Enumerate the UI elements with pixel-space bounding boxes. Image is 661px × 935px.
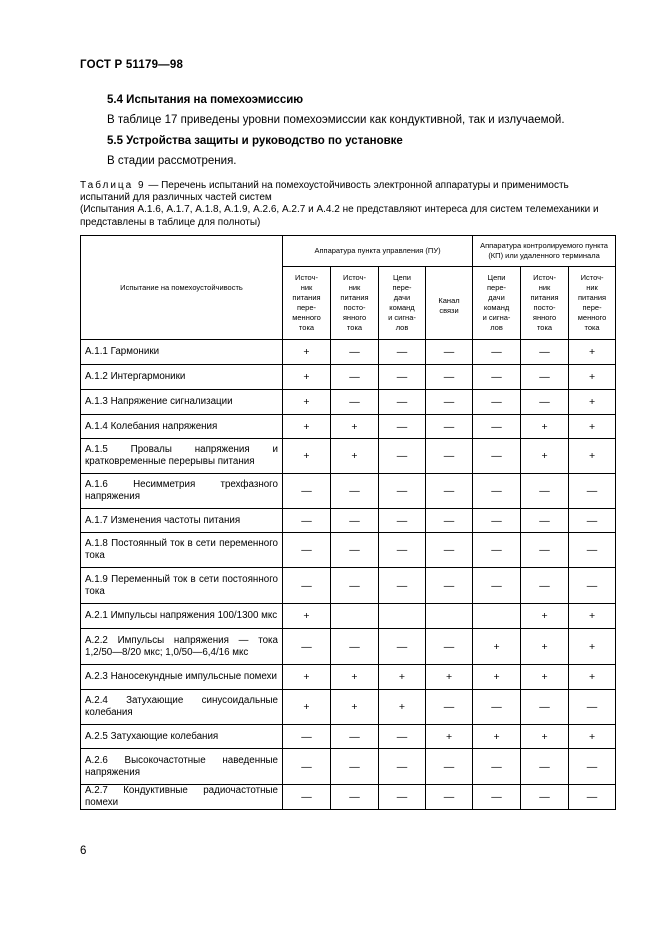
applicability-cell: — xyxy=(331,749,379,785)
applicability-cell: — xyxy=(473,474,521,509)
sub-header-6: Источ- ник питания пере- менного тока xyxy=(569,267,616,340)
row-test-name: А.2.4 Затухающие синусоидальные колебания xyxy=(81,690,283,725)
applicability-cell: — xyxy=(521,340,569,365)
applicability-cell: + xyxy=(569,365,616,390)
applicability-cell: — xyxy=(473,785,521,810)
row-test-name: А.2.7 Кондуктивные радиочастотные помехи xyxy=(81,785,283,810)
applicability-cell: — xyxy=(473,749,521,785)
applicability-cell: + xyxy=(473,725,521,749)
applicability-cell: — xyxy=(426,474,473,509)
table-row xyxy=(81,415,616,439)
table-caption-text: — Перечень испытаний на помехоустойчивость электронной аппаратуры и применимость испытаний для различных частей систем xyxy=(80,180,569,204)
applicability-cell: + xyxy=(473,665,521,690)
applicability-cell: — xyxy=(331,390,379,415)
table-row xyxy=(81,785,616,810)
applicability-cell: — xyxy=(283,568,331,604)
header-group-kp: Аппаратура контролируемого пункта (КП) или удаленного терминала xyxy=(473,236,616,267)
applicability-cell: — xyxy=(331,629,379,665)
table-row xyxy=(81,365,616,390)
row-test-name: А.1.8 Постоянный ток в сети переменного тока xyxy=(81,533,283,568)
applicability-cell: + xyxy=(473,629,521,665)
applicability-cell: + xyxy=(569,390,616,415)
applicability-cell: — xyxy=(569,568,616,604)
sub-header-5: Источ- ник питания посто- янного тока xyxy=(521,267,569,340)
applicability-cell: + xyxy=(569,665,616,690)
sub-header-4: Цепи пере- дачи команд и сигна- лов xyxy=(473,267,521,340)
applicability-cell: — xyxy=(426,365,473,390)
section-text-5-4: В таблице 17 приведены уровни помехоэмиссии как кондуктивной, так и излучаемой. xyxy=(107,114,565,126)
section-heading-5-5: 5.5 Устройства защиты и руководство по установке xyxy=(107,135,403,147)
table-row xyxy=(81,604,616,629)
table-row xyxy=(81,509,616,533)
applicability-cell: + xyxy=(569,604,616,629)
applicability-cell: — xyxy=(569,533,616,568)
table-row xyxy=(81,568,616,604)
sub-header-3: Канал связи xyxy=(426,267,473,340)
applicability-cell: — xyxy=(283,474,331,509)
applicability-cell: — xyxy=(426,749,473,785)
applicability-cell: — xyxy=(569,785,616,810)
row-test-name: А.1.6 Несимметрия трехфазного напряжения xyxy=(81,474,283,509)
applicability-cell: — xyxy=(569,690,616,725)
applicability-cell: + xyxy=(283,340,331,365)
applicability-cell: — xyxy=(331,785,379,810)
row-test-name: А.2.5 Затухающие колебания xyxy=(81,725,283,749)
row-test-name: А.1.1 Гармоники xyxy=(81,340,283,365)
applicability-cell: — xyxy=(426,390,473,415)
applicability-cell: + xyxy=(426,665,473,690)
table-row xyxy=(81,340,616,365)
table-row xyxy=(81,665,616,690)
applicability-cell: — xyxy=(283,533,331,568)
applicability-cell: — xyxy=(521,509,569,533)
applicability-cell: — xyxy=(283,785,331,810)
applicability-cell: + xyxy=(426,725,473,749)
sub-header-2: Цепи пере- дачи команд и сигна- лов xyxy=(379,267,426,340)
applicability-cell: — xyxy=(379,365,426,390)
table-row xyxy=(81,439,616,474)
applicability-cell: — xyxy=(379,785,426,810)
table-row xyxy=(81,690,616,725)
sub-header-1: Источ- ник питания посто- янного тока xyxy=(331,267,379,340)
applicability-cell: — xyxy=(379,568,426,604)
table-row xyxy=(81,533,616,568)
applicability-cell: — xyxy=(521,690,569,725)
applicability-cell: — xyxy=(379,725,426,749)
applicability-cell: — xyxy=(331,533,379,568)
applicability-cell: + xyxy=(521,665,569,690)
applicability-cell: + xyxy=(283,690,331,725)
header-test-name: Испытание на помехоустойчивость xyxy=(81,236,283,340)
sub-header-0: Источ- ник питания пере- менного тока xyxy=(283,267,331,340)
applicability-cell: — xyxy=(426,690,473,725)
section-heading-5-4: 5.4 Испытания на помехоэмиссию xyxy=(107,94,304,106)
table-row xyxy=(81,629,616,665)
row-test-name: А.1.5 Провалы напряжения и кратковременные перерывы питания xyxy=(81,439,283,474)
applicability-cell: — xyxy=(521,749,569,785)
applicability-cell: + xyxy=(569,725,616,749)
applicability-cell: + xyxy=(521,725,569,749)
header-group-pu: Аппаратура пункта управления (ПУ) xyxy=(283,236,473,267)
table-row xyxy=(81,725,616,749)
applicability-cell: — xyxy=(379,474,426,509)
applicability-cell: — xyxy=(426,785,473,810)
applicability-cell: — xyxy=(379,390,426,415)
applicability-cell: — xyxy=(569,749,616,785)
row-test-name: А.1.9 Переменный ток в сети постоянного тока xyxy=(81,568,283,604)
applicability-cell: + xyxy=(379,690,426,725)
applicability-cell xyxy=(331,604,379,629)
applicability-cell: — xyxy=(331,474,379,509)
applicability-cell: + xyxy=(521,604,569,629)
applicability-cell: + xyxy=(331,415,379,439)
table-caption-note: (Испытания А.1.6, А.1.7, А.1.8, А.1.9, А.2.6, А.2.7 и А.4.2 не представляют интереса для систем телемеханики и представлены в таблице для полноты) xyxy=(80,204,599,228)
applicability-cell: — xyxy=(283,749,331,785)
applicability-cell: — xyxy=(426,629,473,665)
applicability-cell: — xyxy=(331,365,379,390)
applicability-cell: — xyxy=(473,568,521,604)
applicability-cell: — xyxy=(473,365,521,390)
row-test-name: А.2.2 Импульсы напряжения — тока 1,2/50—8/20 мкс; 1,0/50—6,4/16 мкс xyxy=(81,629,283,665)
applicability-cell: — xyxy=(473,690,521,725)
applicability-cell: — xyxy=(379,533,426,568)
applicability-cell: — xyxy=(331,568,379,604)
applicability-cell: — xyxy=(521,390,569,415)
applicability-cell: + xyxy=(283,439,331,474)
table-caption-lead: Таблица 9 xyxy=(80,180,146,191)
test-applicability-table xyxy=(80,235,616,810)
applicability-cell: — xyxy=(379,415,426,439)
applicability-cell: — xyxy=(521,568,569,604)
applicability-cell: — xyxy=(379,439,426,474)
applicability-cell: — xyxy=(473,509,521,533)
row-test-name: А.1.2 Интергармоники xyxy=(81,365,283,390)
applicability-cell: + xyxy=(283,665,331,690)
row-test-name: А.1.4 Колебания напряжения xyxy=(81,415,283,439)
applicability-cell: + xyxy=(569,439,616,474)
applicability-cell xyxy=(426,604,473,629)
applicability-cell: + xyxy=(331,439,379,474)
applicability-cell: — xyxy=(426,415,473,439)
applicability-cell: + xyxy=(331,665,379,690)
row-test-name: А.2.3 Наносекундные импульсные помехи xyxy=(81,665,283,690)
applicability-cell: — xyxy=(521,474,569,509)
applicability-cell: + xyxy=(379,665,426,690)
applicability-cell: — xyxy=(283,629,331,665)
row-test-name: А.1.7 Изменения частоты питания xyxy=(81,509,283,533)
applicability-cell: — xyxy=(379,629,426,665)
table-row xyxy=(81,390,616,415)
row-test-name: А.2.1 Импульсы напряжения 100/1300 мкс xyxy=(81,604,283,629)
applicability-cell: — xyxy=(426,568,473,604)
applicability-cell: — xyxy=(473,533,521,568)
applicability-cell: + xyxy=(283,604,331,629)
applicability-cell: — xyxy=(569,509,616,533)
applicability-cell: + xyxy=(569,415,616,439)
applicability-cell: — xyxy=(379,749,426,785)
applicability-cell: — xyxy=(331,725,379,749)
applicability-cell: + xyxy=(521,629,569,665)
section-text-5-5: В стадии рассмотрения. xyxy=(107,155,237,167)
applicability-cell: — xyxy=(473,390,521,415)
applicability-cell: + xyxy=(283,365,331,390)
row-test-name: А.1.3 Напряжение сигнализации xyxy=(81,390,283,415)
document-header: ГОСТ Р 51179—98 xyxy=(80,59,184,71)
applicability-cell: — xyxy=(521,533,569,568)
applicability-cell: + xyxy=(331,690,379,725)
table-body xyxy=(81,340,616,810)
applicability-cell: + xyxy=(569,340,616,365)
table-row xyxy=(81,474,616,509)
applicability-cell: — xyxy=(379,509,426,533)
applicability-cell: — xyxy=(283,725,331,749)
table-head xyxy=(81,236,616,340)
applicability-cell: + xyxy=(569,629,616,665)
applicability-cell: + xyxy=(283,415,331,439)
table-row xyxy=(81,749,616,785)
applicability-cell: — xyxy=(331,340,379,365)
applicability-cell: — xyxy=(521,785,569,810)
applicability-cell: — xyxy=(473,439,521,474)
page-number: 6 xyxy=(80,845,87,857)
applicability-cell: — xyxy=(426,533,473,568)
applicability-cell: — xyxy=(426,340,473,365)
table-caption xyxy=(80,180,615,229)
applicability-cell: — xyxy=(569,474,616,509)
applicability-cell xyxy=(379,604,426,629)
applicability-cell: + xyxy=(521,439,569,474)
applicability-cell: — xyxy=(473,340,521,365)
row-test-name: А.2.6 Высокочастотные наведенные напряжения xyxy=(81,749,283,785)
applicability-cell: — xyxy=(379,340,426,365)
applicability-cell: — xyxy=(331,509,379,533)
applicability-cell xyxy=(473,604,521,629)
applicability-cell: — xyxy=(283,509,331,533)
applicability-cell: — xyxy=(521,365,569,390)
applicability-cell: — xyxy=(473,415,521,439)
applicability-cell: + xyxy=(283,390,331,415)
applicability-cell: + xyxy=(521,415,569,439)
applicability-cell: — xyxy=(426,509,473,533)
applicability-cell: — xyxy=(426,439,473,474)
